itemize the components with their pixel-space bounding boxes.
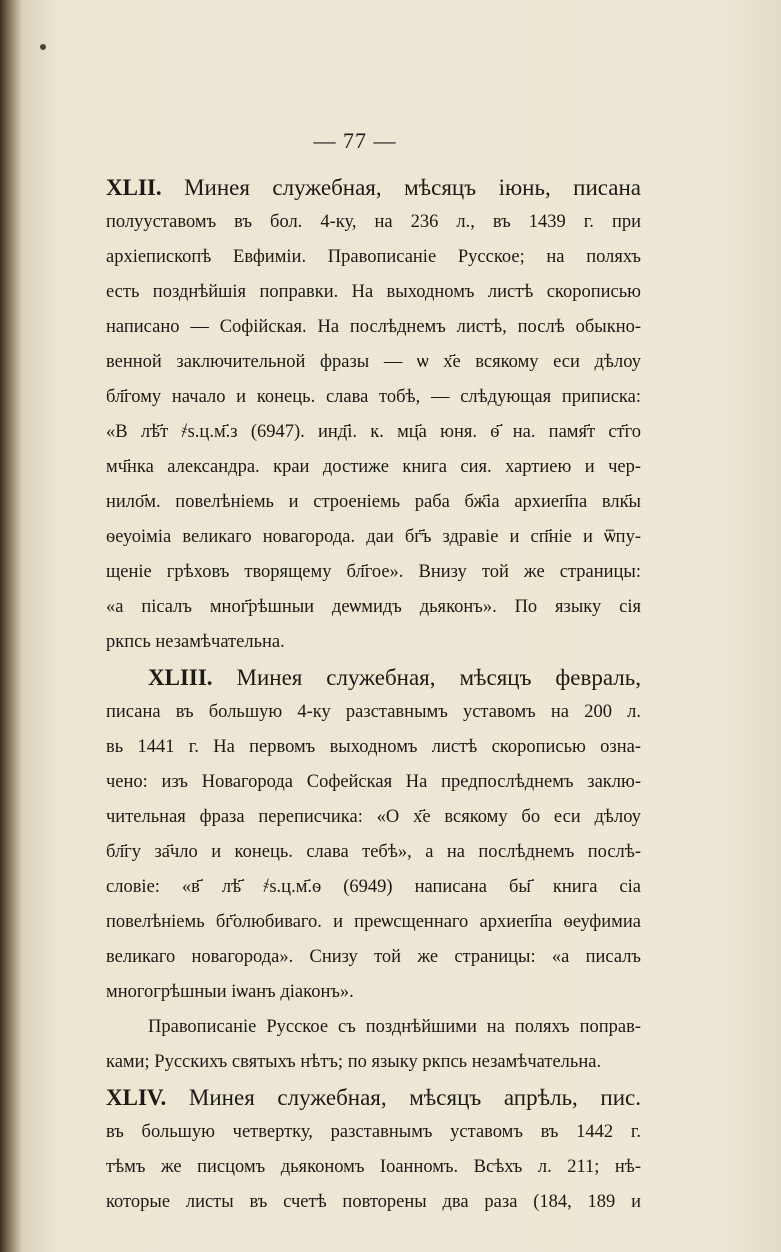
text-line: ркпсь незамѣчательна. — [106, 632, 285, 652]
text-line: нило҃м. повелѣніемь и строеніемь раба бж҃іа архиеп҃па влк҃ы — [106, 492, 641, 512]
entry-xliii-first-line: XLIII. Минея служебная, мѣсяцъ февраль, — [148, 665, 641, 690]
text-line: полууставомъ въ бол. 4-ку, на 236 л., въ 1439 г. при — [106, 212, 641, 232]
text-line: ками; Русскихъ святыхъ нѣтъ; по языку ркпсь незамѣчательна. — [106, 1052, 602, 1072]
entry-heading: XLII. — [106, 175, 162, 200]
entry-heading: XLIII. — [148, 665, 213, 690]
text-line: «а пісалъ мног҃рѣшныи деѡмидъ дьяконъ». По языку сія — [106, 597, 641, 617]
text-line: архіепископѣ Евфиміи. Правописаніе Русское; на поляхъ — [106, 247, 641, 267]
text-line: повелѣніемь бг҃олюбиваго. и преѡсщеннаго архиеп҃па ѳеуфимиа — [106, 912, 641, 932]
text-line: тѣмъ же писцомъ дьякономъ Іоанномъ. Всѣхъ л. 211; нѣ- — [106, 1157, 641, 1177]
text-line: въ большую четвертку, разставнымъ уставомъ въ 1442 г. — [106, 1122, 641, 1142]
entry-xlii-first-line: XLII. Минея служебная, мѣсяцъ іюнь, писана — [106, 175, 641, 200]
ink-spot — [40, 44, 46, 50]
text-line: мч҃нка александра. краи достиже книга сия. хартиею и чер- — [106, 457, 641, 477]
text-line: венной заключительной фразы — ѡ х҃е всякому еси дѣлоу — [106, 352, 641, 372]
text-line: словіе: «в҃ лѣ҃ ҂ѕ.ц.м҃.ѳ (6949) написана бы҃ книга сіа — [106, 877, 641, 897]
text-line: Правописаніе Русское съ позднѣйшими на поляхъ поправ- — [148, 1017, 641, 1037]
text-line: которые листы въ счетѣ повторены два раза (184, 189 и — [106, 1192, 641, 1212]
text-line: писана въ большую 4-ку разставнымъ уставомъ на 200 л. — [106, 702, 641, 722]
entry-heading: XLIV. — [106, 1085, 167, 1110]
text-line: многогрѣшныи іѡанъ діаконъ». — [106, 982, 354, 1002]
entry-xliv-first-line: XLIV. Минея служебная, мѣсяцъ апрѣль, пис. — [106, 1085, 641, 1110]
text-line: великаго новагорода». Снизу той же страницы: «а писалъ — [106, 947, 641, 967]
text-line: чительная фраза переписчика: «О х҃е всякому бо еси дѣлоу — [106, 807, 641, 827]
text-line: «В лѣ҃т ҂ѕ.ц.м҃.з (6947). инд҃і. к. мц҃а юня. ѳ҃ на. памя҃т ст҃го — [106, 422, 641, 442]
text-line: написано — Софійская. На послѣднемъ листѣ, послѣ обыкно- — [106, 317, 641, 337]
text-line: вь 1441 г. На первомъ выходномъ листѣ скорописью озна- — [106, 737, 641, 757]
text-line: бл҃гу за҃чло и конець. слава тебѣ», а на послѣднемъ послѣ- — [106, 842, 641, 862]
text-line: ѳеуоіміа великаго новагорода. даи бг҃ъ здравіе и сп҃ніе и ѿпу- — [106, 527, 641, 547]
page-number: — 77 — — [313, 128, 397, 153]
text-line: бл҃гому начало и конець. слава тобѣ, — слѣдующая приписка: — [106, 387, 641, 407]
text-line: есть позднѣйшія поправки. На выходномъ листѣ скорописью — [106, 282, 641, 302]
text-line: чено: изъ Новагорода Софейская На предпослѣднемъ заклю- — [106, 772, 641, 792]
text-line: щеніе грѣховъ творящему бл҃гое». Внизу той же страницы: — [106, 562, 641, 582]
page-text — [106, 170, 641, 1220]
